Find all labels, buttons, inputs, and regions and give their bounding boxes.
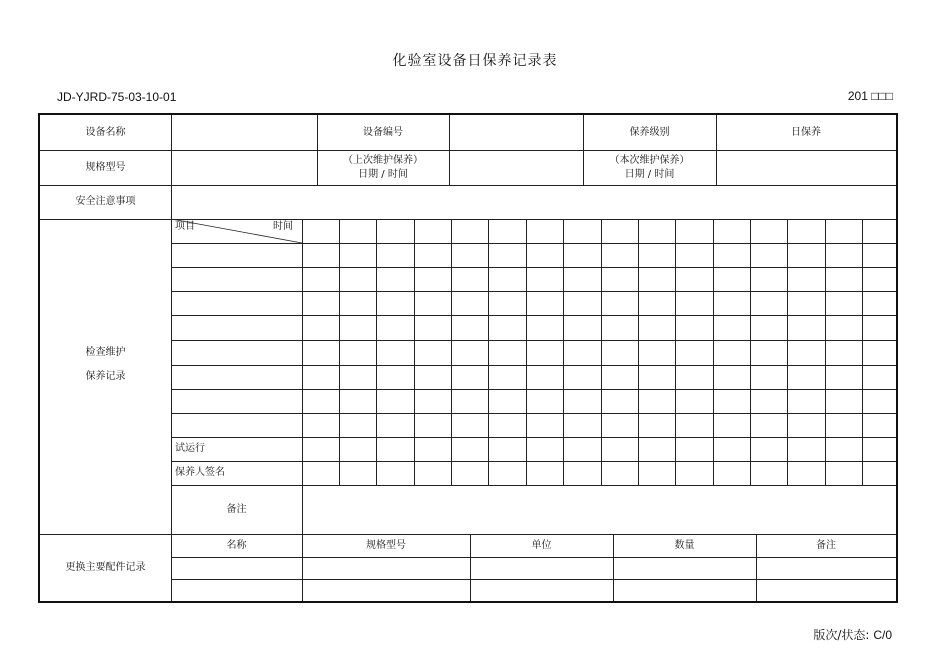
remarks-label: 备注 <box>226 503 247 515</box>
device-name-label: 设备名称 <box>85 126 126 138</box>
this-maintenance-field[interactable] <box>717 150 896 185</box>
spec-model-field[interactable] <box>172 150 317 185</box>
version-value: C/0 <box>873 628 892 642</box>
parts-col-unit: 单位 <box>531 539 552 551</box>
safety-field[interactable] <box>172 185 896 219</box>
parts-col-quantity: 数量 <box>674 539 695 551</box>
time-header-label: 时间 <box>273 221 293 232</box>
last-maintenance-label: （上次维护保养） 日期 / 时间 <box>343 154 423 180</box>
device-name-field[interactable] <box>172 115 317 150</box>
device-code-field[interactable] <box>450 115 583 150</box>
maintenance-level-label: 保养级别 <box>629 126 670 138</box>
version-label: 版次/状态: <box>813 628 870 642</box>
last-maintenance-field[interactable] <box>450 150 583 185</box>
parts-col-spec: 规格型号 <box>366 539 406 551</box>
device-code-label: 设备编号 <box>363 126 403 138</box>
parts-col-name: 名称 <box>226 539 247 551</box>
this-maintenance-label: （本次维护保养） 日期 / 时间 <box>609 154 690 180</box>
inspection-label-line1: 检查维护 <box>85 347 126 358</box>
year-boxes: □□□ <box>871 89 893 103</box>
document-title: 化验室设备日保养记录表 <box>392 53 558 69</box>
parts-record-label: 更换主要配件记录 <box>65 561 146 573</box>
item-header-label: 项目 <box>175 221 195 232</box>
year-prefix: 201 <box>847 89 868 103</box>
maintainer-sign-label: 保养人签名 <box>175 467 225 478</box>
trial-run-label: 试运行 <box>175 443 205 454</box>
safety-label: 安全注意事项 <box>75 196 136 207</box>
maintenance-record-table <box>38 113 898 603</box>
inspection-label-line2: 保养记录 <box>85 371 126 382</box>
remarks-field[interactable] <box>303 485 896 534</box>
spec-model-label: 规格型号 <box>85 161 126 173</box>
maintenance-level-value: 日保养 <box>791 126 821 138</box>
parts-col-remarks: 备注 <box>816 539 836 551</box>
year-field[interactable] <box>848 89 893 103</box>
version-status <box>813 626 892 643</box>
document-number: JD-YJRD-75-03-10-01 <box>57 90 177 104</box>
